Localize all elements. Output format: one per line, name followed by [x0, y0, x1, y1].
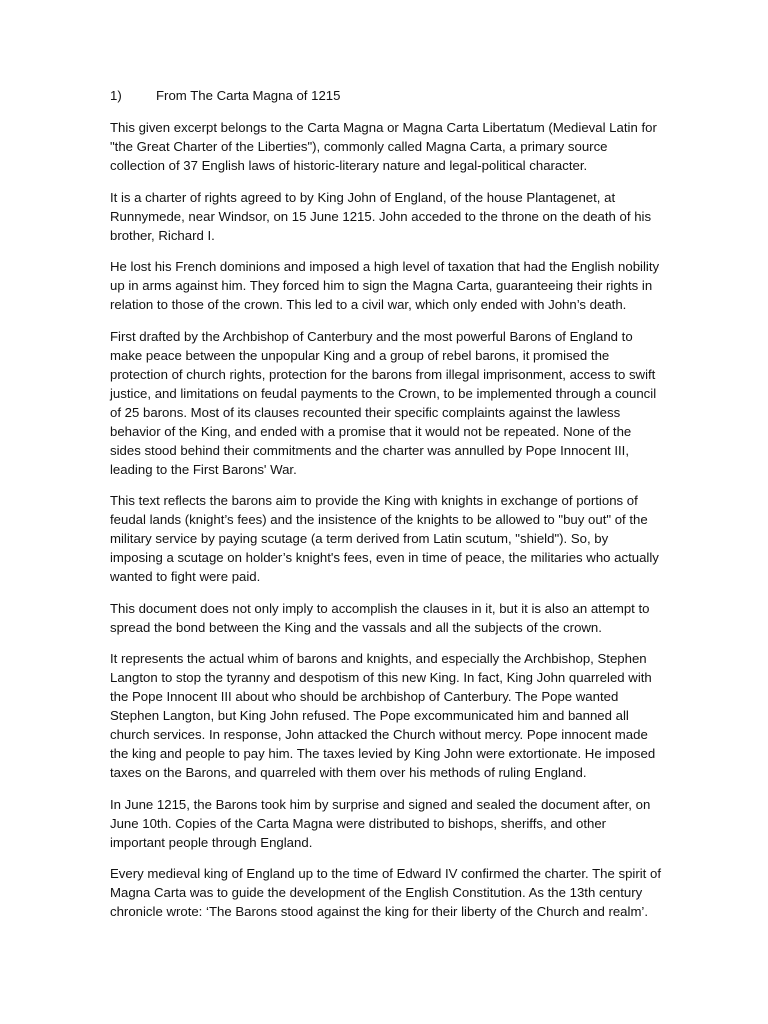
document-body [110, 86, 662, 934]
section-title: From The Carta Magna of 1215 [156, 88, 341, 103]
paragraph-8: In June 1215, the Barons took him by surprise and signed and sealed the document after, on June 10th. Copies of the Carta Magna were distributed to bishops, sheriffs, and other important people through England. [110, 796, 651, 850]
section-heading [110, 86, 662, 105]
paragraph-4: First drafted by the Archbishop of Canterbury and the most powerful Barons of England to make peace between the unpopular King and a group of rebel barons, it promised the protection of church rights, protection for the barons from illegal imprisonment, access to swift justice, and limitations on feudal payments to the Crown, to be implemented through a council of 25 barons. Most of its clauses recounted their specific complaints against the lawless behavior of the King, and ended with a promise that it would not be repeated. None of the sides stood behind their commitments and the charter was annulled by Pope Innocent III, leading to the First Barons' War. [110, 328, 657, 477]
section-number: 1) [110, 88, 122, 103]
paragraph-2: It is a charter of rights agreed to by King John of England, of the house Plantagenet, at Runnymede, near Windsor, on 15 June 1215. John acceded to the throne on the death of his brother, Richard I. [110, 189, 652, 243]
paragraph-7: It represents the actual whim of barons and knights, and especially the Archbishop, Stephen Langton to stop the tyranny and despotism of this new King. In fact, King John quarreled with the Pope Innocent III about who should be archbishop of Canterbury. The Pope wanted Stephen Langton, but King John refused. The Pope excommunicated him and banned all church services. In response, John attacked the Church without mercy. Pope innocent made the king and people to pay him. The taxes levied by King John were extortionate. He imposed taxes on the Barons, and quarreled with them over his methods of ruling England. [110, 651, 656, 780]
paragraph-3: He lost his French dominions and imposed a high level of taxation that had the English nobility up in arms against him. They forced him to sign the Magna Carta, guaranteeing their rights in relation to those of the crown. This led to a civil war, which only ended with John’s death. [110, 259, 660, 312]
paragraph-9: Every medieval king of England up to the time of Edward IV confirmed the charter. The spirit of Magna Carta was to guide the development of the English Constitution. As the 13th century chronicle wrote: ‘The Barons stood against the king for their liberty of the Church and realm’. [110, 866, 661, 919]
paragraph-1: This given excerpt belongs to the Carta Magna or Magna Carta Libertatum (Medieval Latin for "the Great Charter of the Liberties"), commonly called Magna Carta, a primary source collection of 37 English laws of historic-literary nature and legal-political character. [110, 120, 657, 173]
paragraph-6: This document does not only imply to accomplish the clauses in it, but it is also an attempt to spread the bond between the King and the vassals and all the subjects of the crown. [110, 600, 650, 635]
paragraph-5: This text reflects the barons aim to provide the King with knights in exchange of portions of feudal lands (knight’s fees) and the insistence of the knights to be allowed to "buy out" of the military service by paying scutage (a term derived from Latin scutum, "shield"). So, by imposing a scutage on holder’s knight's fees, even in time of peace, the militaries who actually wanted to fight were paid. [110, 493, 659, 584]
